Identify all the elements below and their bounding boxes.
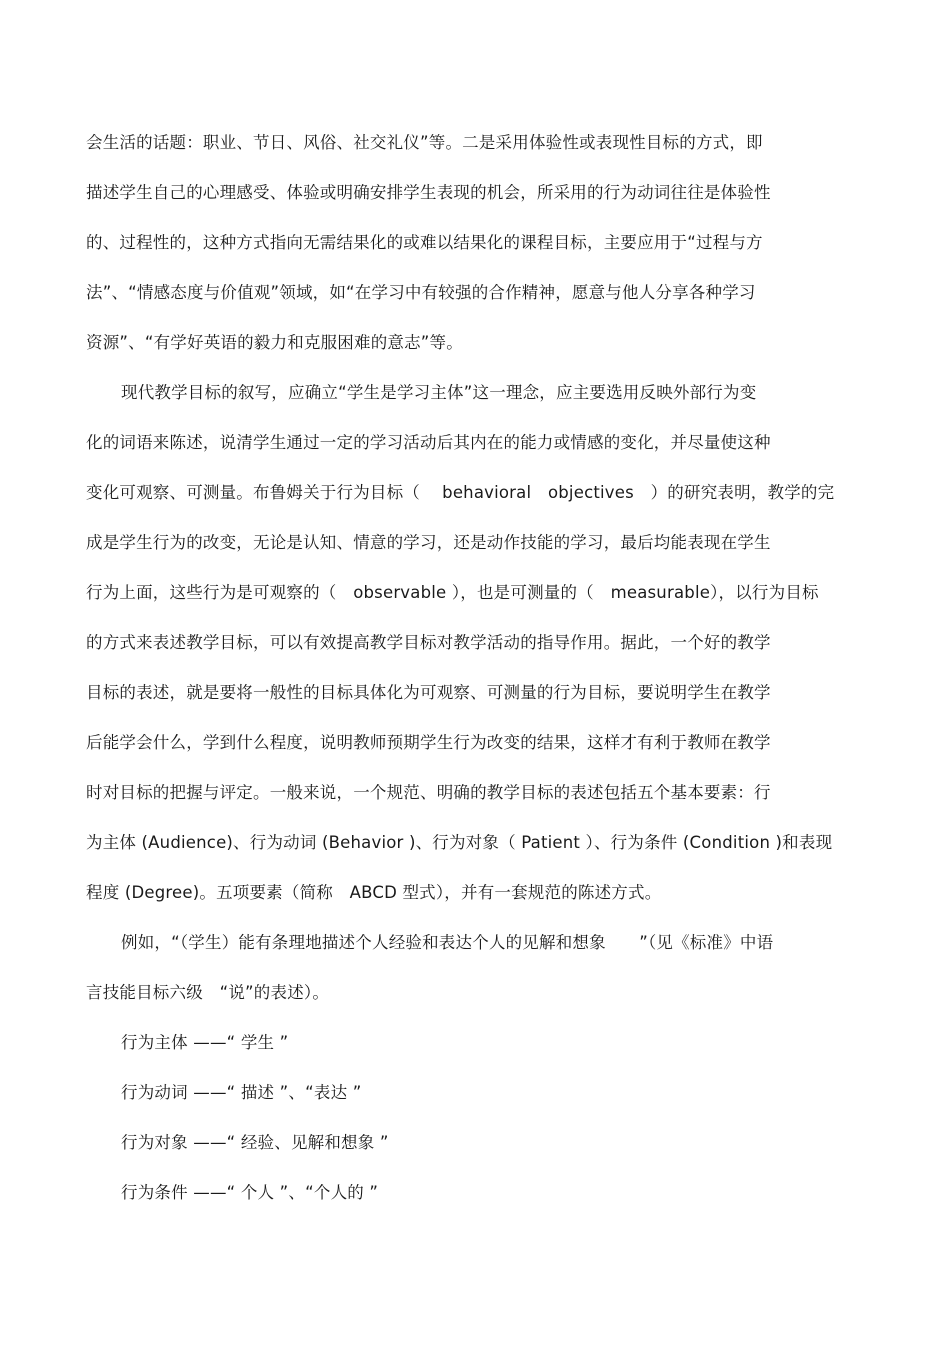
list-item: 行为对象 ——“ 经验、见解和想象 ” (121, 1133, 389, 1152)
paragraph-line: 时对目标的把握与评定。一般来说，一个规范、明确的教学目标的表述包括五个基本要素：行 (86, 783, 771, 802)
paragraph-line: 的、过程性的，这种方式指向无需结果化的或难以结果化的课程目标，主要应用于“过程与方 (86, 233, 763, 252)
paragraph-line: 的方式来表述教学目标，可以有效提高教学目标对教学活动的指导作用。据此，一个好的教学 (86, 633, 771, 652)
paragraph-line: 目标的表述，就是要将一般性的目标具体化为可观察、可测量的行为目标，要说明学生在教学 (86, 683, 771, 702)
paragraph-line: 为主体 (Audience)、行为动词 (Behavior )、行为对象（ Patient ）、行为条件 (Condition )和表现 (86, 833, 833, 852)
paragraph-line: 现代教学目标的叙写，应确立“学生是学习主体”这一理念，应主要选用反映外部行为变 (121, 383, 757, 402)
paragraph-line: 化的词语来陈述，说清学生通过一定的学习活动后其内在的能力或情感的变化，并尽量使这种 (86, 433, 771, 452)
paragraph-line: 后能学会什么，学到什么程度，说明教师预期学生行为改变的结果，这样才有利于教师在教学 (86, 733, 771, 752)
paragraph-line: 会生活的话题：职业、节日、风俗、社交礼仪”等。二是采用体验性或表现性目标的方式，即 (86, 133, 763, 152)
paragraph-line: 资源”、“有学好英语的毅力和克服困难的意志”等。 (86, 333, 463, 352)
paragraph-line: 行为上面，这些行为是可观察的（ observable ），也是可测量的（ measurable），以行为目标 (86, 583, 819, 602)
paragraph-line: 成是学生行为的改变，无论是认知、情意的学习，还是动作技能的学习，最后均能表现在学生 (86, 533, 771, 552)
paragraph-line: 法”、“情感态度与价值观”领域，如“在学习中有较强的合作精神，愿意与他人分享各种学习 (86, 283, 756, 302)
list-item: 行为动词 ——“ 描述 ”、“表达 ” (121, 1083, 362, 1102)
paragraph-line: 描述学生自己的心理感受、体验或明确安排学生表现的机会，所采用的行为动词往往是体验性 (86, 183, 771, 202)
paragraph-line: 程度 (Degree)。五项要素（简称 ABCD 型式），并有一套规范的陈述方式。 (86, 883, 662, 902)
paragraph-line: 言技能目标六级 “说”的表述）。 (86, 983, 330, 1002)
list-item: 行为主体 ——“ 学生 ” (121, 1033, 289, 1052)
paragraph-line: 变化可观察、可测量。布鲁姆关于行为目标（ behavioral objectives ）的研究表明，教学的完 (86, 483, 835, 502)
paragraph-line: 例如，“（学生）能有条理地描述个人经验和表达个人的见解和想象 ”（见《标准》中语 (121, 933, 774, 952)
list-item: 行为条件 ——“ 个人 ”、“个人的 ” (121, 1183, 379, 1202)
